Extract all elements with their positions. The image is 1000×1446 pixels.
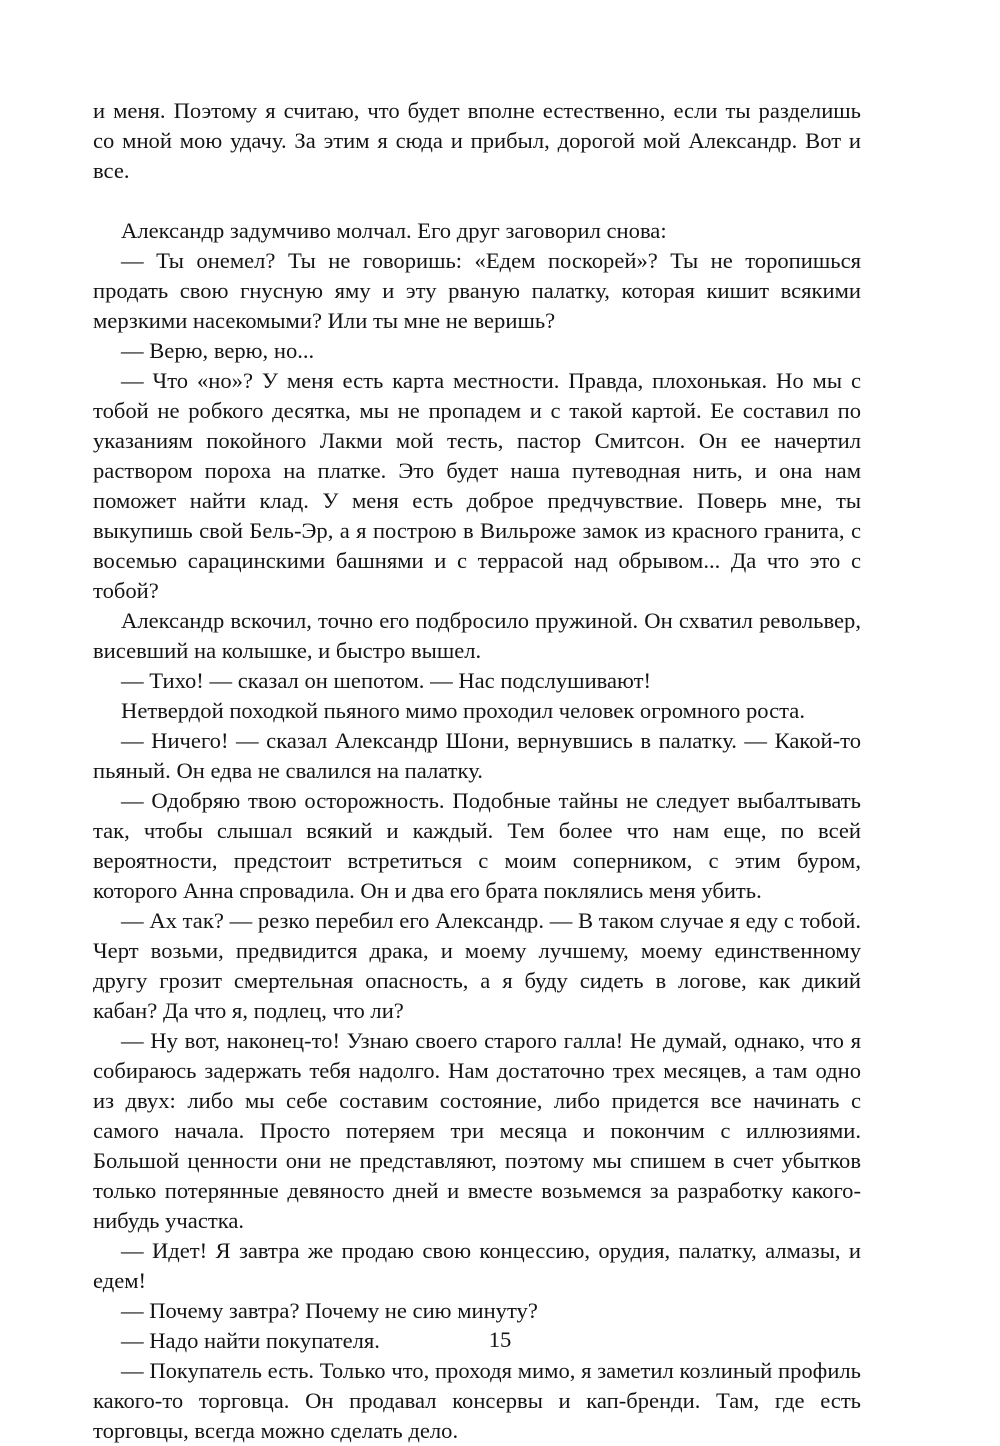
page-number: 15	[488, 1327, 512, 1352]
dialogue-paragraph: — Покупатель есть. Только что, проходя мимо, я заметил козлиный профиль какого-то торговца. Он продавал консервы и кап-бренди. Там, где есть торговцы, всегда можно сделать дело.	[93, 1358, 861, 1443]
dialogue-paragraph: — Что «но»? У меня есть карта местности. Правда, плохонькая. Но мы с тобой не робкого десятка, мы не пропадем и с такой картой. Ее составил по указаниям покойного Лакми мой тесть, пастор Смитсон. Он ее начертил раствором пороха на платке. Это будет наша путеводная нить, и она нам поможет найти клад. У меня есть доброе предчувствие. Поверь мне, ты выкупишь свой Бель-Эр, а я построю в Вильроже замок из красного гранита, с восемью сарацинскими башнями и с террасой над обрывом... Да что это с тобой?	[93, 368, 861, 603]
page-body-text	[93, 96, 861, 1446]
paragraph: Александр вскочил, точно его подбросило пружиной. Он схватил револьвер, висевший на колышке, и быстро вышел.	[93, 608, 861, 663]
dialogue-paragraph: — Ну вот, наконец-то! Узнаю своего старого галла! Не думай, однако, что я собираюсь задержать тебя надолго. Нам достаточно трех месяцев, а там одно из двух: либо мы себе составим состояние, либо придется все начинать с самого начала. Просто потеряем три месяца и покончим с иллюзиями. Большой ценности они не представляют, поэтому мы спишем в счет убытков только потерянные девяносто дней и вместе возьмемся за разработку какого-нибудь участка.	[93, 1028, 861, 1233]
dialogue-paragraph: — Верю, верю, но...	[121, 338, 315, 363]
paragraph: Александр задумчиво молчал. Его друг заговорил снова:	[121, 218, 667, 243]
dialogue-paragraph: — Надо найти покупателя.	[121, 1328, 380, 1353]
dialogue-paragraph: — Почему завтра? Почему не сию минуту?	[121, 1298, 538, 1323]
dialogue-paragraph: — Ничего! — сказал Александр Шони, вернувшись в палатку. — Какой-то пьяный. Он едва не свалился на палатку.	[93, 728, 861, 783]
section-gap	[93, 186, 861, 216]
paragraph-continuation: и меня. Поэтому я считаю, что будет вполне естественно, если ты разделишь со мной мою удачу. За этим я сюда и прибыл, дорогой мой Александр. Вот и все.	[93, 98, 861, 183]
dialogue-paragraph: — Идет! Я завтра же продаю свою концессию, орудия, палатку, алмазы, и едем!	[93, 1238, 861, 1293]
paragraph: Нетвердой походкой пьяного мимо проходил человек огромного роста.	[121, 698, 805, 723]
dialogue-paragraph: — Ты онемел? Ты не говоришь: «Едем поскорей»? Ты не торопишься продать свою гнусную яму и эту рваную палатку, которая кишит всякими мерзкими насекомыми? Или ты мне не веришь?	[93, 248, 861, 333]
dialogue-paragraph: — Ах так? — резко перебил его Александр. — В таком случае я еду с тобой. Черт возьми, предвидится драка, и моему лучшему, моему единственному другу грозит смертельная опасность, а я буду сидеть в логове, как дикий кабан? Да что я, подлец, что ли?	[93, 908, 861, 1023]
dialogue-paragraph: — Тихо! — сказал он шепотом. — Нас подслушивают!	[121, 668, 652, 693]
dialogue-paragraph: — Одобряю твою осторожность. Подобные тайны не следует выбалтывать так, чтобы слышал всякий и каждый. Тем более что нам еще, по всей вероятности, предстоит встретиться с моим соперником, с этим буром, которого Анна спровадила. Он и два его брата поклялись меня убить.	[93, 788, 861, 903]
